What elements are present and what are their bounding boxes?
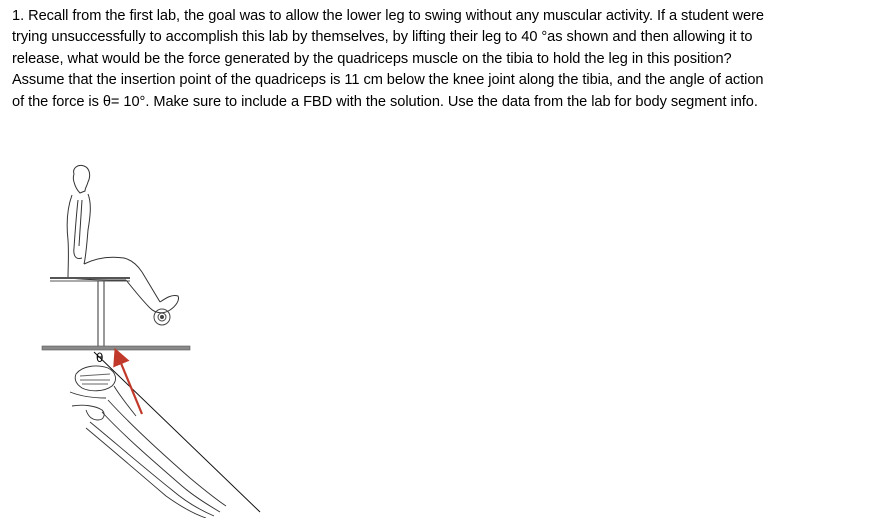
- knee-extension-figure: [30, 160, 280, 518]
- patella: [75, 366, 115, 391]
- femoral-condyle-shading: [80, 374, 110, 384]
- problem-statement: [12, 6, 870, 113]
- seated-person-illustration: [67, 165, 178, 312]
- problem-line-3: release, what would be the force generated by the quadriceps muscle on the tibia to hold the leg in this position?: [12, 50, 732, 67]
- fibula-back: [86, 428, 206, 518]
- person-foot: [150, 295, 179, 312]
- problem-line-1: 1. Recall from the first lab, the goal was to allow the lower leg to swing without any muscular activity. If a student were: [12, 8, 764, 24]
- femur-lower: [72, 405, 104, 420]
- bench: [50, 278, 130, 346]
- person-head: [73, 165, 89, 193]
- person-arm-inner: [79, 200, 82, 246]
- person-shin-back: [126, 280, 150, 308]
- person-shin-front: [142, 272, 160, 302]
- femur-upper: [70, 392, 106, 398]
- tibia-front: [108, 400, 226, 506]
- tibia-reference-line: [94, 352, 260, 512]
- figure-svg: [30, 160, 280, 518]
- fibula-front: [90, 422, 214, 516]
- problem-line-5: of the force is θ= 10°. Make sure to include a FBD with the solution. Use the data from the lab for body segment info.: [12, 93, 758, 110]
- problem-line-4: Assume that the insertion point of the quadriceps is 11 cm below the knee joint along the tibia, and the angle of action: [12, 72, 764, 89]
- person-arm: [74, 200, 82, 259]
- tibia-back: [102, 412, 220, 512]
- theta-label: θ: [96, 351, 104, 365]
- ankle-weight: [154, 309, 170, 325]
- person-thigh-top: [84, 257, 142, 272]
- knee-skeleton-illustration: [70, 366, 226, 518]
- quadriceps-force-arrow: [118, 356, 142, 414]
- person-back: [67, 195, 72, 278]
- problem-line-2: trying unsuccessfully to accomplish this lab by themselves, by lifting their leg to 40 °as shown and then allowing it to: [12, 29, 753, 46]
- person-front: [84, 194, 90, 264]
- table-bar: [42, 346, 190, 350]
- ankle-weight-hub: [161, 316, 164, 319]
